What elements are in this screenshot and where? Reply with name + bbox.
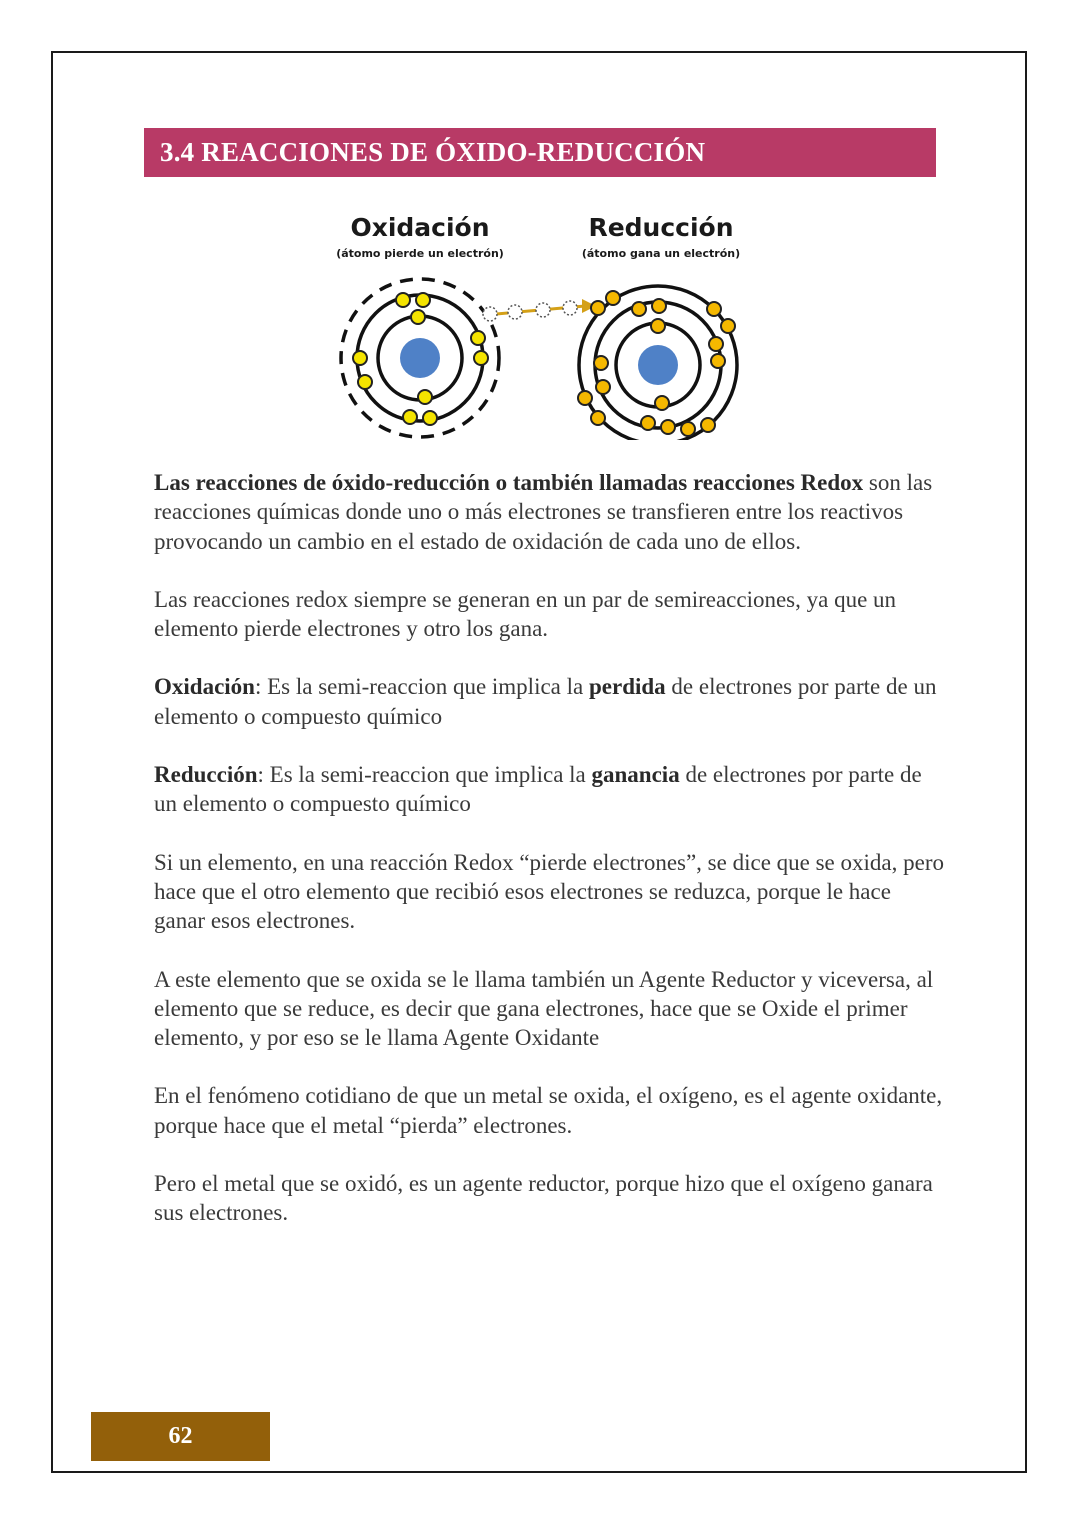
electron-ghost — [536, 303, 550, 317]
electron — [591, 301, 605, 315]
electron — [641, 416, 655, 430]
section-title: 3.4 REACCIONES DE ÓXIDO-REDUCCIÓN — [160, 137, 706, 167]
redox-diagram-svg — [330, 205, 750, 440]
reduction-atom — [578, 286, 737, 440]
oxidation-title: Oxidación — [350, 213, 490, 242]
electron — [474, 351, 488, 365]
electron — [681, 422, 695, 436]
paragraph-metal-reducer: Pero el metal que se oxidó, es un agente reductor, porque hizo que el oxígeno ganara sus electrones. — [154, 1171, 933, 1226]
electron — [471, 331, 485, 345]
electron — [701, 418, 715, 432]
paragraph-text: de electrones por parte de un elemento o compuesto químico — [154, 674, 937, 729]
term-reduction: Reducción — [154, 762, 258, 788]
electron — [709, 337, 723, 351]
electron — [418, 390, 432, 404]
electron — [358, 375, 372, 389]
reduction-title: Reducción — [588, 213, 734, 242]
bold-lead: Las reacciones de óxido-reducción o también llamadas reacciones Redox — [154, 470, 864, 495]
body-text — [154, 468, 944, 1257]
oxidation-subtitle: (átomo pierde un electrón) — [336, 247, 504, 260]
electron — [632, 302, 646, 316]
term-gain: ganancia — [591, 762, 680, 788]
paragraph-definition — [154, 468, 944, 556]
page-number: 62 — [168, 1423, 193, 1449]
oxidation-atom — [341, 279, 499, 437]
electron — [578, 391, 592, 405]
paragraph-reduction — [154, 760, 944, 819]
electron — [591, 411, 605, 425]
paragraph-text: : Es la semi-reaccion que implica la — [257, 762, 592, 788]
electron-ghost — [508, 305, 522, 319]
electron — [721, 319, 735, 333]
section-banner — [144, 128, 936, 177]
paragraph-semireactions: Las reacciones redox siempre se generan en un par de semireacciones, ya que un elemento pierde electrones y otro los gana. — [154, 586, 897, 642]
electron — [655, 396, 669, 410]
electron-transfer-arrow — [483, 299, 596, 321]
electron — [661, 420, 675, 434]
electron — [596, 380, 610, 394]
electron — [594, 356, 608, 370]
paragraph-redox-explanation: Si un elemento, en una reacción Redox “pierde electrones”, se dice que se oxida, pero hace que el otro elemento que recibió esos electrones se reduzca, porque le hace ganar esos electrones. — [154, 849, 944, 934]
paragraph-text: son las reacciones químicas donde uno o más electrones se transfieren entre los reactivos provocando un cambio en el estado de oxidación de cada uno de ellos. — [154, 470, 933, 554]
electron — [353, 351, 367, 365]
electron — [403, 410, 417, 424]
nucleus — [400, 338, 440, 378]
electron — [711, 354, 725, 368]
reduction-subtitle: (átomo gana un electrón) — [581, 247, 741, 260]
page-number-box — [91, 1412, 270, 1461]
paragraph-oxidation — [154, 672, 944, 731]
electron — [411, 310, 425, 324]
redox-diagram — [330, 205, 750, 440]
electron — [707, 302, 721, 316]
electron — [606, 291, 620, 305]
nucleus — [638, 345, 678, 385]
electron-ghost — [563, 301, 577, 315]
electron — [651, 319, 665, 333]
electron-ghost — [483, 307, 497, 321]
term-oxidation: Oxidación — [154, 674, 255, 700]
electron — [416, 293, 430, 307]
paragraph-metal-example: En el fenómeno cotidiano de que un metal se oxida, el oxígeno, es el agente oxidante, porque hace que el metal “pierda” electrones. — [154, 1083, 943, 1138]
paragraph-text: : Es la semi-reaccion que implica la — [254, 674, 589, 700]
paragraph-agents: A este elemento que se oxida se le llama también un Agente Reductor y viceversa, al elemento que se reduce, es decir que gana electrones, hace que se Oxide el primer elemento, y por eso se le llama Agente Oxidante — [154, 966, 934, 1051]
electron — [652, 299, 666, 313]
electron — [423, 411, 437, 425]
term-loss: perdida — [588, 674, 666, 700]
electron — [396, 293, 410, 307]
paragraph-text: de electrones por parte de un elemento o compuesto químico — [154, 762, 922, 817]
